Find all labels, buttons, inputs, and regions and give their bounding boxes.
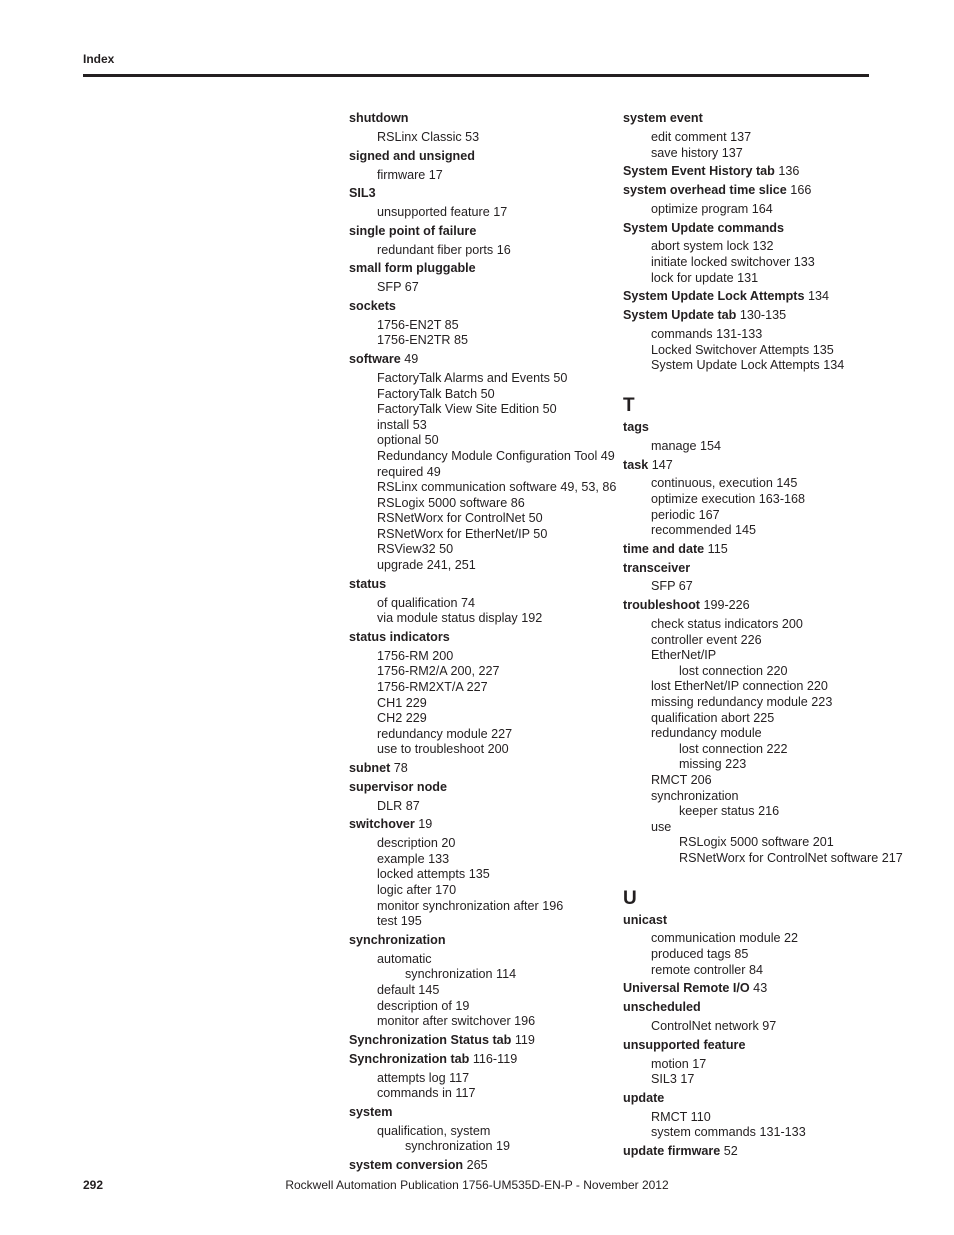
index-subsubentry: keeper status 216 <box>679 804 780 819</box>
index-subentry: FactoryTalk Batch 50 <box>377 386 495 401</box>
index-term-label: unsupported feature <box>623 1037 746 1052</box>
index-subentry: EtherNet/IP <box>651 648 717 663</box>
index-subentry: RSLogix 5000 software 86 <box>377 495 525 510</box>
index-subsubentry: RSLogix 5000 software 201 <box>679 835 834 850</box>
index-term <box>349 1052 599 1068</box>
index-term-label: Synchronization Status tab <box>349 1032 512 1047</box>
index-subentry: install 53 <box>377 417 427 432</box>
index-column-left <box>349 108 617 1174</box>
index-term-label: System Update Lock Attempts <box>623 289 805 304</box>
index-subentry: continuous, execution 145 <box>651 476 798 491</box>
running-header: Index <box>83 52 115 66</box>
index-term-label: synchronization <box>349 933 446 947</box>
index-subsubentry: lost connection 220 <box>679 663 788 678</box>
index-term <box>623 420 883 436</box>
index-term <box>623 458 883 474</box>
index-term <box>349 780 599 796</box>
index-subentry: manage 154 <box>651 438 722 453</box>
index-term-pages: 115 <box>704 541 728 556</box>
index-subentry: abort system lock 132 <box>651 239 774 254</box>
index-subentry: edit comment 137 <box>651 129 752 144</box>
index-subentry: commands in 117 <box>377 1086 476 1101</box>
index-subentry: of qualification 74 <box>377 595 476 610</box>
index-subentry: logic after 170 <box>377 883 457 898</box>
index-term <box>623 1144 883 1160</box>
index-term-label: tags <box>623 419 649 434</box>
index-subentry: System Update Lock Attempts 134 <box>651 358 845 373</box>
index-term-label: unscheduled <box>623 1000 701 1015</box>
index-subentry: motion 17 <box>651 1056 707 1071</box>
index-term <box>349 933 599 949</box>
index-term-pages: 116-119 <box>469 1051 518 1066</box>
index-subsubentry: RSNetWorx for ControlNet software 217 <box>679 850 903 865</box>
index-subentry: optimize execution 163-168 <box>651 491 806 506</box>
index-term-pages: 136 <box>774 164 800 179</box>
index-term-label: task <box>623 457 649 472</box>
index-subsubentry: lost connection 222 <box>679 741 788 756</box>
index-subentry: RSLinx Classic 53 <box>377 129 480 144</box>
index-subentry: example 133 <box>377 851 450 866</box>
index-term-label: status <box>349 576 387 591</box>
index-subentry: required 49 <box>377 464 441 479</box>
index-subentry: CH1 229 <box>377 695 427 710</box>
index-subentry: 1756-EN2T 85 <box>377 317 459 332</box>
index-subentry: RSView32 50 <box>377 542 454 557</box>
index-term-label: status indicators <box>349 630 450 644</box>
index-term-label: software <box>349 352 401 367</box>
index-term-pages: 199-226 <box>699 598 750 613</box>
index-subentry: FactoryTalk View Site Edition 50 <box>377 402 557 417</box>
index-term <box>623 221 883 237</box>
index-term <box>623 164 883 180</box>
index-term <box>623 111 883 127</box>
index-term <box>349 111 599 127</box>
index-term-label: system conversion <box>349 1158 464 1173</box>
index-term-label: troubleshoot <box>623 598 700 613</box>
index-term <box>623 1091 883 1107</box>
index-column-right <box>623 108 903 1160</box>
index-subentry: qualification, system <box>377 1123 491 1138</box>
index-subentry: RMCT 110 <box>651 1109 711 1124</box>
index-term <box>623 981 883 997</box>
index-subentry: RMCT 206 <box>651 772 712 787</box>
index-term-pages: 49 <box>400 352 419 367</box>
index-term-label: single point of failure <box>349 223 477 238</box>
index-subentry: produced tags 85 <box>651 947 749 962</box>
index-subentry: Redundancy Module Configuration Tool 49 <box>377 448 615 463</box>
index-term-label: SIL3 <box>349 186 376 201</box>
index-subentry: attempts log 117 <box>377 1070 470 1085</box>
index-subentry: check status indicators 200 <box>651 617 803 631</box>
index-term <box>349 149 599 165</box>
index-term-label: system <box>349 1104 393 1119</box>
index-term <box>623 183 883 199</box>
index-subentry: save history 137 <box>651 145 743 160</box>
index-subentry: lost EtherNet/IP connection 220 <box>651 679 828 694</box>
index-term-label: System Update tab <box>623 308 737 323</box>
index-term-label: update firmware <box>623 1144 721 1159</box>
index-subentry: description 20 <box>377 836 456 851</box>
index-subentry: RSLinx communication software 49, 53, 86 <box>377 480 617 495</box>
index-term-label: shutdown <box>349 111 409 126</box>
index-subentry: DLR 87 <box>377 798 420 813</box>
index-subentry: default 145 <box>377 982 440 997</box>
index-term-pages: 78 <box>390 761 408 776</box>
index-subentry: controller event 226 <box>651 632 762 647</box>
index-subentry: FactoryTalk Alarms and Events 50 <box>377 370 568 385</box>
index-term-label: update <box>623 1090 665 1105</box>
index-subentry: SFP 67 <box>651 579 693 594</box>
index-subentry: optimize program 164 <box>651 201 773 216</box>
index-subentry: recommended 145 <box>651 523 757 538</box>
index-subentry: RSNetWorx for ControlNet 50 <box>377 511 543 526</box>
index-term <box>623 308 883 324</box>
index-term <box>349 577 599 593</box>
index-subentry: periodic 167 <box>651 507 720 522</box>
index-term-label: subnet <box>349 761 391 776</box>
index-term <box>623 1038 883 1054</box>
index-subentry: automatic <box>377 951 432 966</box>
index-term-label: System Event History tab <box>623 164 775 179</box>
index-subentry: upgrade 241, 251 <box>377 558 476 573</box>
index-subentry: test 195 <box>377 914 422 929</box>
index-term-label: unicast <box>623 912 668 927</box>
index-term <box>623 542 883 558</box>
index-term-label: system overhead time slice <box>623 183 787 198</box>
index-term-label: supervisor node <box>349 779 447 794</box>
index-subentry: Locked Switchover Attempts 135 <box>651 342 834 357</box>
index-term-pages: 147 <box>648 457 673 472</box>
index-term-label: switchover <box>349 817 415 832</box>
index-subsubentry: synchronization 19 <box>405 1139 511 1154</box>
index-term <box>623 561 883 577</box>
index-term <box>349 630 599 646</box>
index-subentry: SIL3 17 <box>651 1072 695 1087</box>
page-number: 292 <box>83 1178 104 1192</box>
index-subentry: qualification abort 225 <box>651 710 775 725</box>
header-rule <box>83 74 869 77</box>
index-term-label: Synchronization tab <box>349 1051 470 1066</box>
index-term-pages: 134 <box>804 289 829 304</box>
index-subentry: CH2 229 <box>377 711 427 726</box>
index-subentry: firmware 17 <box>377 167 443 182</box>
index-letter-heading: U <box>623 887 637 909</box>
index-subentry: 1756-RM2/A 200, 227 <box>377 664 500 679</box>
index-term <box>349 299 599 315</box>
index-subentry: monitor synchronization after 196 <box>377 898 564 913</box>
index-subentry: monitor after switchover 196 <box>377 1014 536 1029</box>
index-term-pages: 166 <box>786 183 812 198</box>
index-term-pages: 52 <box>720 1144 738 1159</box>
index-term <box>349 352 599 368</box>
index-subentry: 1756-EN2TR 85 <box>377 333 469 348</box>
index-subentry: commands 131-133 <box>651 327 763 341</box>
index-term-label: sockets <box>349 299 396 313</box>
index-term-pages: 119 <box>511 1032 535 1047</box>
index-term <box>349 224 599 240</box>
index-subentry: SFP 67 <box>377 280 419 295</box>
index-term-label: signed and unsigned <box>349 148 475 163</box>
index-subentry: communication module 22 <box>651 931 799 946</box>
index-term-label: time and date <box>623 541 705 556</box>
index-term-label: transceiver <box>623 560 691 575</box>
index-term <box>623 598 883 614</box>
index-letter-heading: T <box>623 394 635 416</box>
index-term <box>349 817 599 833</box>
index-subentry: 1756-RM2XT/A 227 <box>377 679 488 694</box>
index-term-label: small form pluggable <box>349 261 476 276</box>
index-subentry: ControlNet network 97 <box>651 1019 777 1033</box>
index-subentry: RSNetWorx for EtherNet/IP 50 <box>377 526 548 541</box>
index-subentry: lock for update 131 <box>651 270 759 285</box>
index-subentry: description of 19 <box>377 998 470 1013</box>
index-term <box>349 1158 599 1174</box>
publication-info: Rockwell Automation Publication 1756-UM535D-EN-P - November 2012 <box>285 1178 669 1192</box>
index-term-pages: 130-135 <box>736 308 787 323</box>
index-subsubentry: missing 223 <box>679 757 747 772</box>
index-subentry: use to troubleshoot 200 <box>377 742 509 757</box>
index-subsubentry: synchronization 114 <box>405 967 517 982</box>
index-term-label: system event <box>623 111 703 126</box>
index-term <box>349 186 599 202</box>
index-subentry: via module status display 192 <box>377 611 543 626</box>
index-term-pages: 19 <box>414 817 433 832</box>
index-term <box>623 1000 883 1016</box>
index-subentry: system commands 131-133 <box>651 1125 806 1140</box>
index-subentry: redundant fiber ports 16 <box>377 242 511 257</box>
index-subentry: synchronization <box>651 788 739 803</box>
index-subentry: redundancy module 227 <box>377 726 513 741</box>
index-term <box>623 289 883 305</box>
index-subentry: locked attempts 135 <box>377 867 490 882</box>
index-subentry: unsupported feature 17 <box>377 205 508 220</box>
index-subentry: redundancy module <box>651 726 762 741</box>
index-subentry: 1756-RM 200 <box>377 648 454 663</box>
index-subentry: use <box>651 819 672 834</box>
index-term <box>349 1105 599 1121</box>
index-term-label: Universal Remote I/O <box>623 981 750 996</box>
index-term <box>349 761 599 777</box>
index-subentry: remote controller 84 <box>651 962 763 977</box>
index-term-pages: 43 <box>749 981 768 996</box>
index-term-pages: 265 <box>463 1158 488 1173</box>
index-subentry: initiate locked switchover 133 <box>651 255 815 270</box>
index-subentry: missing redundancy module 223 <box>651 694 833 709</box>
index-term <box>623 913 883 929</box>
index-term <box>349 1033 599 1049</box>
index-term <box>349 261 599 277</box>
index-subentry: optional 50 <box>377 433 439 448</box>
index-term-label: System Update commands <box>623 220 784 235</box>
